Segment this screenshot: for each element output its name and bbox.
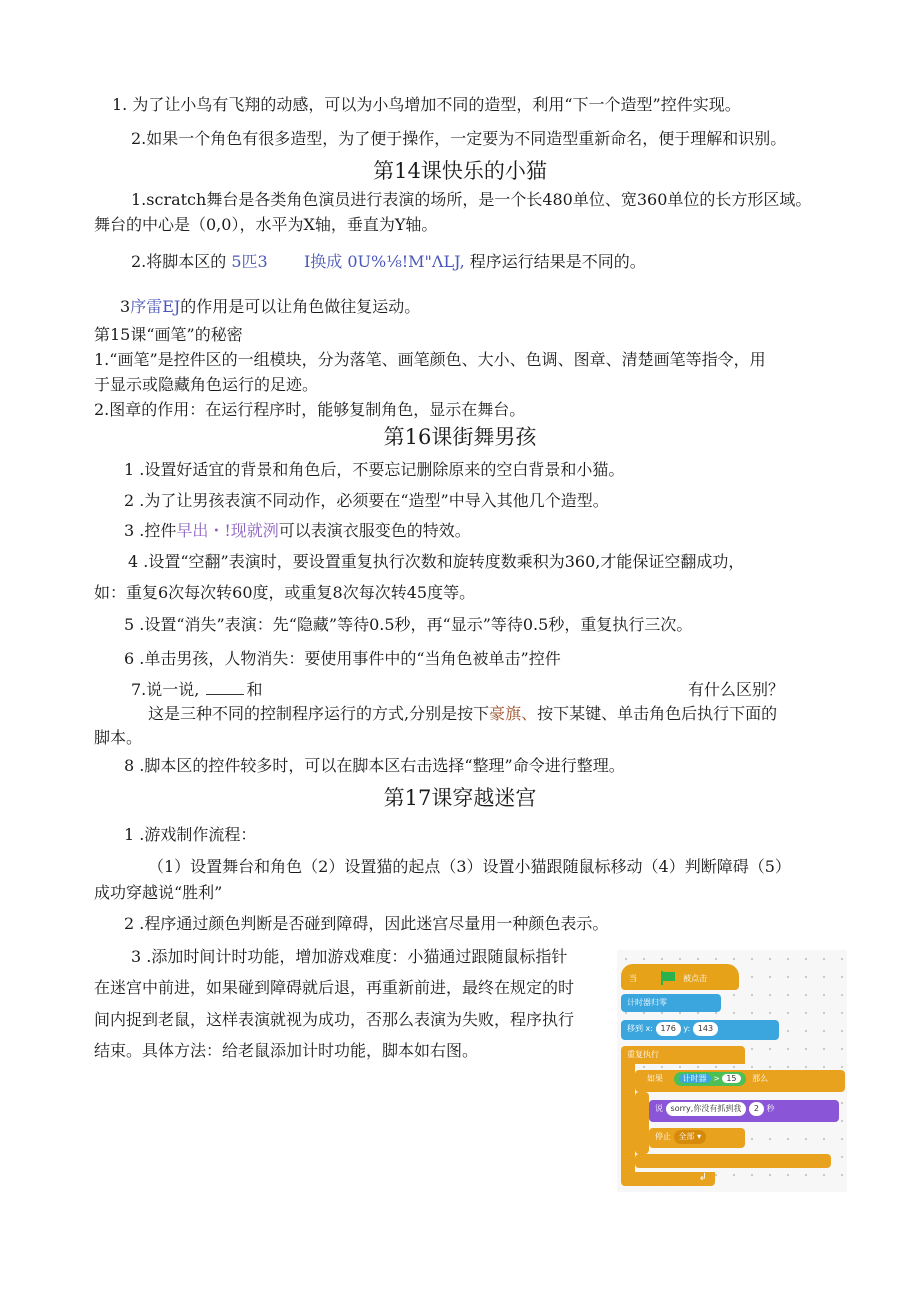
lesson14-item-3-pre: 3 [120, 297, 131, 316]
lesson17-item-1b: （1）设置舞台和角色（2）设置猫的起点（3）设置小猫跟随鼠标移动（4）判断障碍（5） [148, 857, 791, 876]
forever-end [621, 1172, 715, 1186]
lesson16-item-5: 5 .设置“消失”表演：先“隐藏”等待0.5秒，再“显示”等待0.5秒，重复执行三次。 [124, 615, 693, 634]
lesson14-item-3-block: 序雷EJ [130, 297, 181, 316]
timer-compare [674, 1072, 746, 1086]
if-then-block [635, 1070, 845, 1092]
lesson17-item-3c: 间内捉到老鼠，这样表演就视为成功，否那么表演为失败，程序执行 [94, 1010, 575, 1029]
lesson17-title: 第17课穿越迷宫 [383, 786, 537, 810]
lesson16-item-7b-pre: 这是三种不同的控制程序运行的方式,分别是按下 [148, 704, 490, 723]
lesson14-item-1a: 1.scratch舞台是各类角色演员进行表演的场所，是一个长480单位、宽360单位的长方形区域。 [131, 190, 812, 209]
lesson17-item-3b: 在迷宫中前进，如果碰到障碍就后退，再重新前进，最终在规定的时 [94, 978, 575, 997]
goto-x-label: 移到 x: [627, 1024, 653, 1033]
green-flag-icon-cloth [663, 972, 675, 981]
lesson16-item-7b-flag: 豪旗、 [489, 704, 538, 723]
lesson16-item-7 [131, 679, 262, 701]
lesson16-title: 第16课街舞男孩 [383, 425, 537, 449]
forever-block: 重复执行 [621, 1046, 745, 1064]
lesson14-item-3-post: 的作用是可以让角色做往复运动。 [180, 297, 421, 316]
say-text: sorry,你没有抓到我 [666, 1102, 747, 1116]
lesson14-item-3 [120, 296, 420, 318]
when-flag-clicked-block: 当 被点击 [621, 964, 739, 990]
timer-limit: 15 [722, 1074, 740, 1083]
stop-dropdown: 全部 ▾ [674, 1130, 707, 1144]
stop-label: 停止 [655, 1132, 671, 1141]
say-label: 说 [655, 1104, 663, 1113]
lesson14-item-2-pre: 2.将脚本区的 [131, 252, 227, 271]
blank-fill [206, 680, 244, 695]
lesson14-item-2-block-c: 0U%⅛!M"ΛLJ, [347, 252, 465, 271]
lesson16-item-2: 2 .为了让男孩表演不同动作，必须要在“造型”中导入其他几个造型。 [124, 491, 609, 510]
lesson16-item-3-post: 可以表演衣服变色的特效。 [278, 521, 471, 540]
lesson15-item-1b: 于显示或隐藏角色运行的足迹。 [94, 375, 319, 394]
lesson16-item-4b: 如：重复6次每次转60度，或重复8次每次转45度等。 [94, 583, 476, 602]
stop-all-block [649, 1128, 745, 1148]
lesson16-item-7-pre: 7.说一说, [131, 680, 200, 699]
forever-arm [621, 1064, 635, 1184]
lesson17-item-3d: 结束。具体方法：给老鼠添加计时功能，脚本如右图。 [94, 1041, 479, 1060]
lesson14-title: 第14课快乐的小猫 [373, 159, 547, 183]
goto-y-value: 143 [693, 1022, 718, 1036]
lesson15-item-1a: 1.“画笔”是控件区的一组模块，分为落笔、画笔颜色、大小、色调、图章、清楚画笔等指令，用 [94, 350, 766, 369]
timer-reporter: 计时器 [679, 1074, 711, 1083]
goto-xy-block [621, 1020, 779, 1040]
lesson14-item-2 [131, 251, 646, 273]
lesson14-item-2-block-a: 5匹3 [231, 252, 268, 271]
intro-item-2: 2.如果一个角色有很多造型，为了便于操作，一定要为不同造型重新命名，便于理解和识别。 [131, 129, 787, 148]
lesson16-item-3 [124, 520, 471, 542]
say-secs: 2 [749, 1102, 764, 1116]
lesson17-item-1c: 成功穿越说“胜利” [94, 883, 223, 902]
loop-arrow-icon: ↲ [698, 1172, 707, 1183]
lesson16-item-1: 1 .设置好适宜的背景和角色后，不要忘记删除原来的空白背景和小猫。 [124, 460, 625, 479]
intro-item-1: 1. 为了让小鸟有飞翔的动感，可以为小鸟增加不同的造型，利用“下一个造型”控件实现。 [112, 95, 741, 114]
lesson16-item-8: 8 .脚本区的控件较多时，可以在脚本区右击选择“整理”命令进行整理。 [124, 756, 625, 775]
reset-timer-block: 计时器归零 [621, 994, 721, 1012]
lesson16-item-7b-post: 按下某键、单击角色后执行下面的 [537, 704, 778, 723]
lesson16-item-7-mid: 和 [246, 680, 263, 699]
lesson14-item-2-post: 程序运行结果是不同的。 [469, 252, 646, 271]
gt-operator: > [713, 1074, 720, 1083]
say-for-secs-block [649, 1100, 839, 1122]
lesson15-title: 第15课“画笔”的秘密 [94, 325, 243, 344]
secs-label: 秒 [766, 1104, 775, 1113]
if-arm [635, 1092, 649, 1154]
then-label: 那么 [752, 1074, 769, 1083]
lesson16-item-3-pre: 3 .控件 [124, 521, 177, 540]
lesson15-item-2: 2.图章的作用：在运行程序时，能够复制角色，显示在舞台。 [94, 400, 526, 419]
lesson17-item-1: 1 .游戏制作流程： [124, 825, 257, 844]
hat-label: 被点击 [683, 974, 707, 983]
lesson16-item-7-post: 有什么区别？ [688, 680, 785, 699]
scratch-script-image [617, 950, 847, 1192]
lesson16-item-3-block: 早出・!现就洌 [176, 521, 279, 540]
lesson14-item-1b: 舞台的中心是（0,0），水平为X轴，垂直为Y轴。 [94, 215, 438, 234]
lesson17-item-3a: 3 .添加时间计时功能，增加游戏难度：小猫通过跟随鼠标指针 [131, 947, 568, 966]
lesson16-item-7b [148, 703, 777, 725]
goto-x-value: 176 [656, 1022, 681, 1036]
lesson14-item-2-block-b: I换成 [303, 252, 343, 271]
goto-y-label: y: [683, 1024, 691, 1033]
if-label: 如果 [647, 1074, 663, 1083]
lesson16-item-4a: 4 .设置“空翻”表演时，要设置重复执行次数和旋转度数乘积为360,才能保证空翻成功， [128, 552, 745, 571]
if-end [635, 1154, 831, 1168]
lesson17-item-2: 2 .程序通过颜色判断是否碰到障碍，因此迷宫尽量用一种颜色表示。 [124, 914, 609, 933]
lesson16-item-6: 6 .单击男孩，人物消失：要使用事件中的“当角色被单击”控件 [124, 649, 561, 668]
lesson16-item-7c: 脚本。 [94, 728, 143, 747]
